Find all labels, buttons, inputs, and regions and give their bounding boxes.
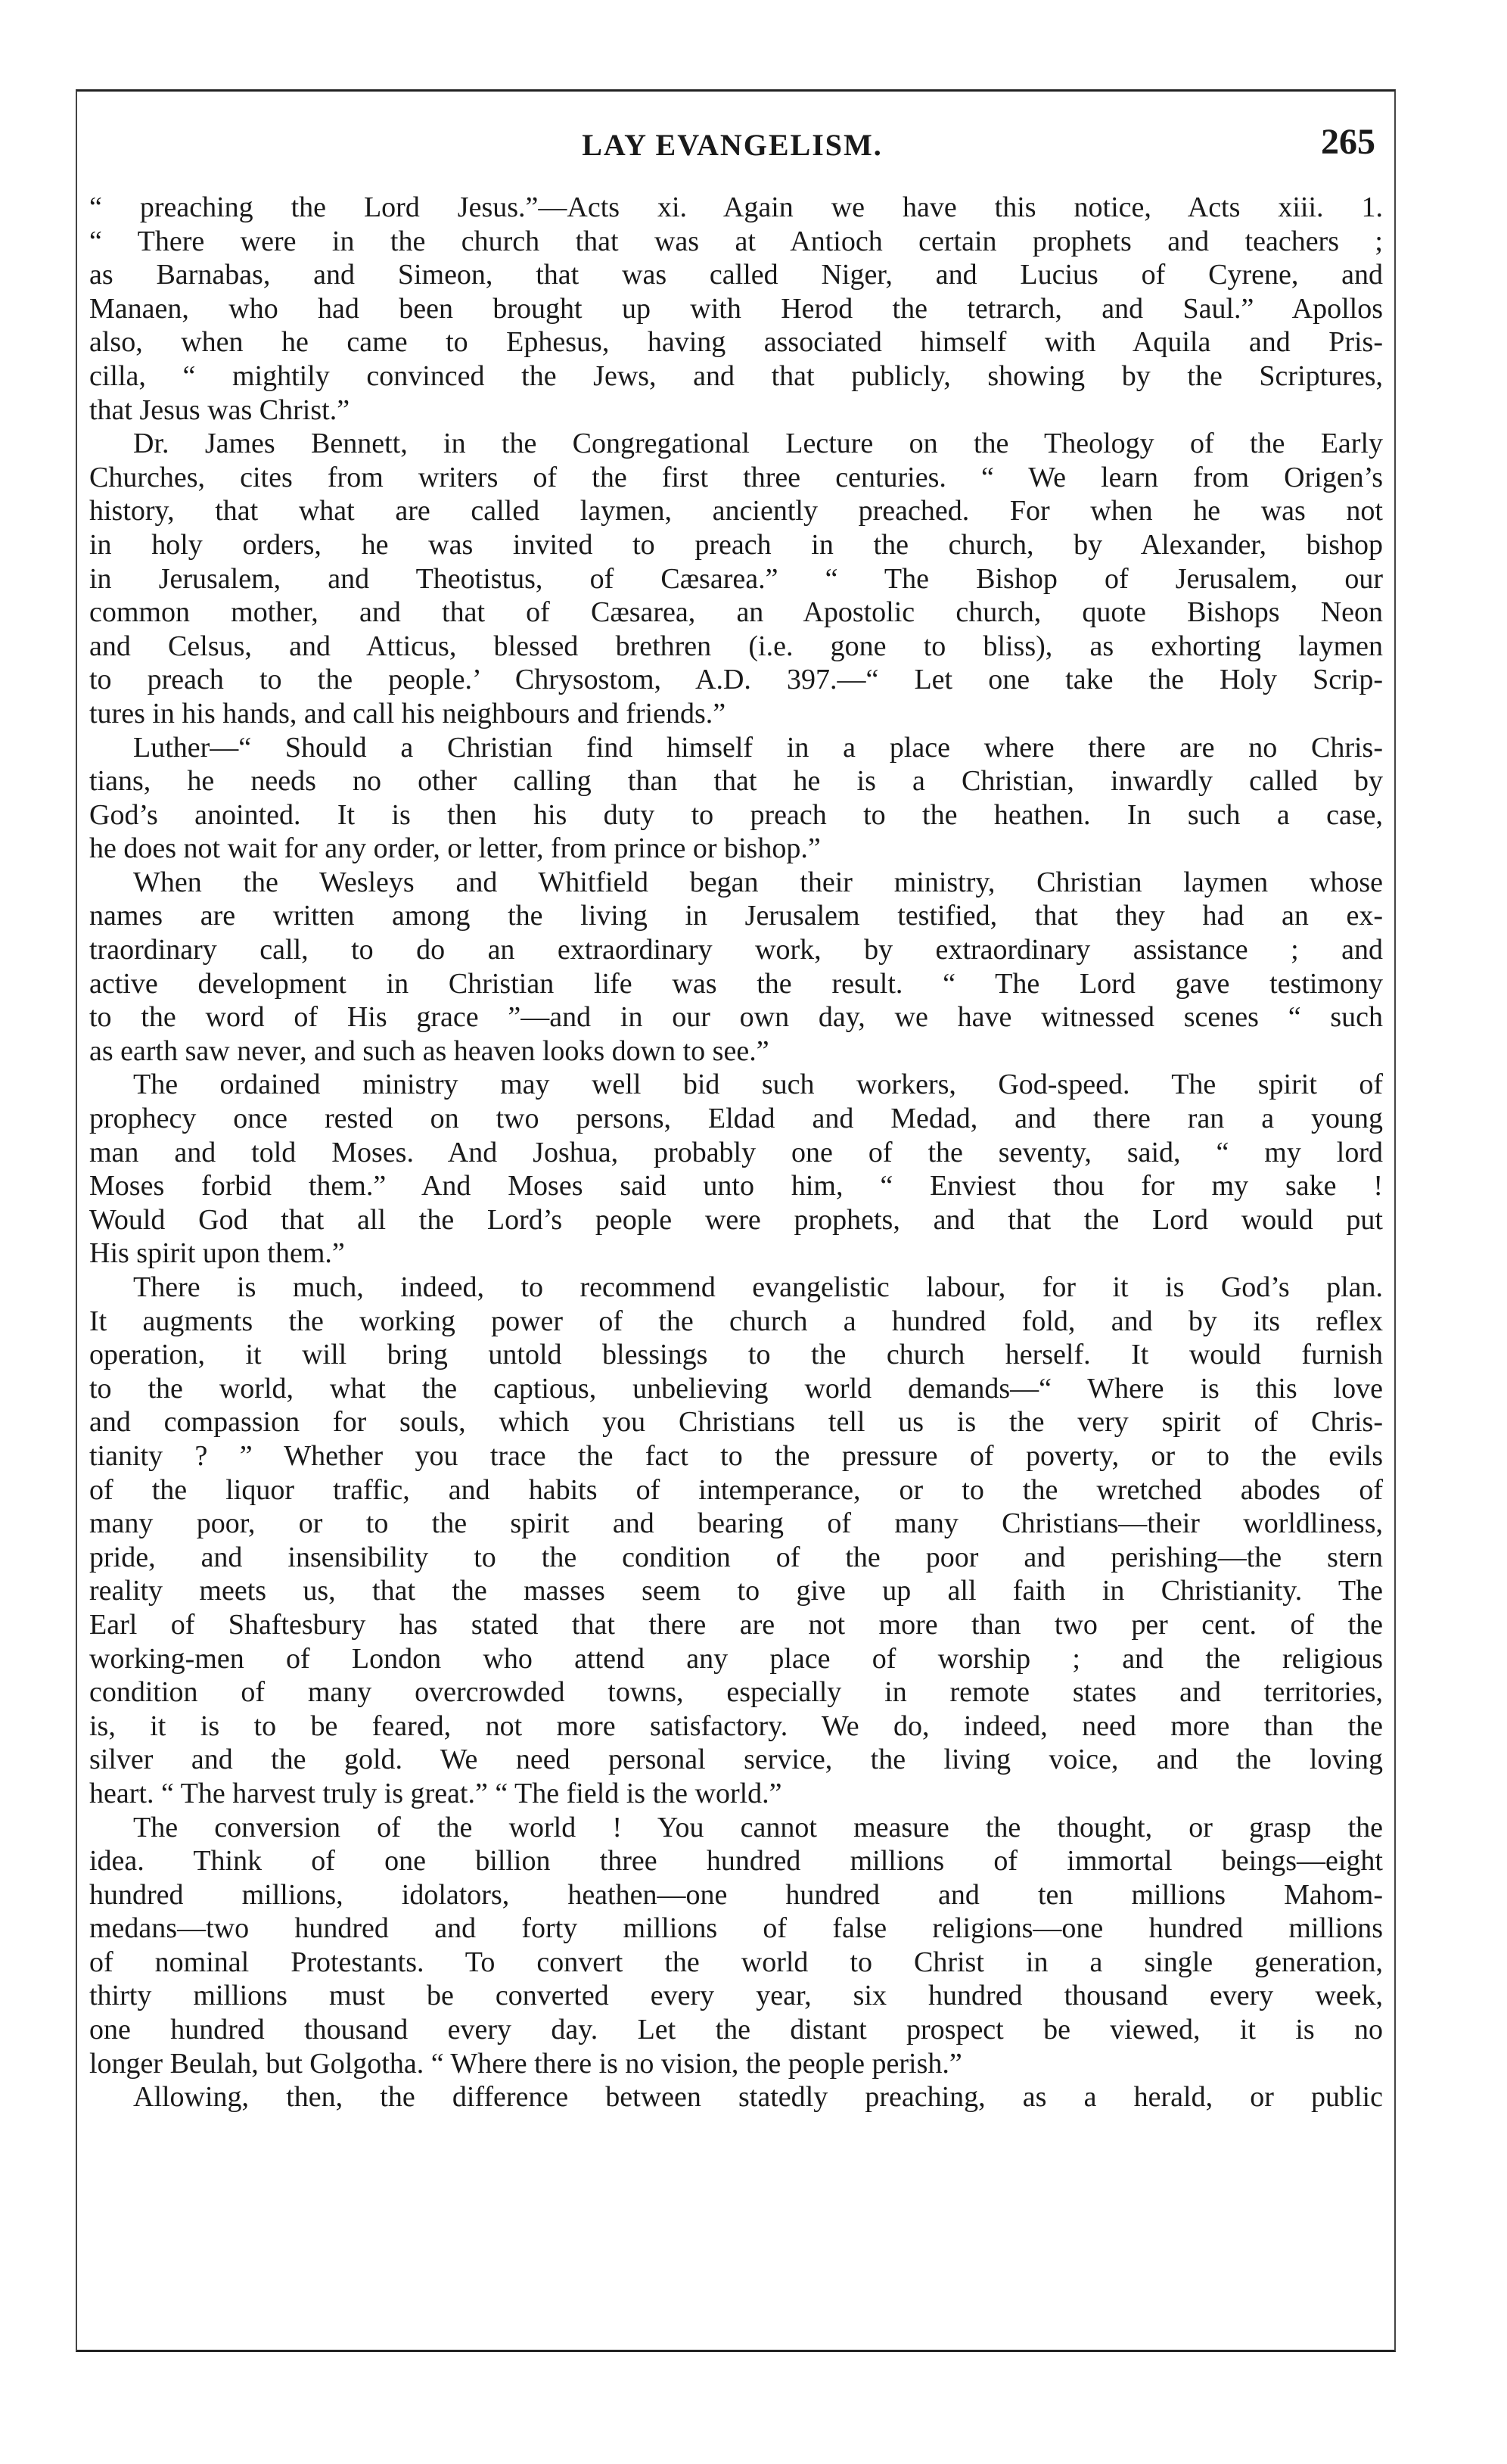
text-line: that Jesus was Christ.” [89, 394, 350, 426]
paragraph [89, 191, 1383, 427]
text-line: tianity ? ” Whether you trace the fact to the pressure of poverty, or to the evils [89, 1439, 1383, 1472]
text-line: medans—two hundred and forty millions of false religions—one hundred millions [89, 1912, 1383, 1945]
text-line: common mother, and that of Cæsarea, an Apostolic church, quote Bishops Neon [89, 596, 1383, 629]
text-line: to preach to the people.’ Chrysostom, A.D. 397.—“ Let one take the Holy Scrip- [89, 664, 1383, 696]
text-line: prophecy once rested on two persons, Eldad and Medad, and there ran a young [89, 1103, 1383, 1135]
text-line: “ There were in the church that was at Antioch certain prophets and teachers ; [89, 225, 1383, 257]
text-line: It augments the working power of the church a hundred fold, and by its reflex [89, 1305, 1383, 1337]
body-text [89, 191, 1383, 2114]
text-line: heart. “ The harvest truly is great.” “ The field is the world.” [89, 1777, 782, 1809]
text-line: working-men of London who attend any place of worship ; and the religious [89, 1642, 1383, 1675]
text-line: tians, he needs no other calling than that he is a Christian, inwardly called by [89, 765, 1383, 798]
text-line: Would God that all the Lord’s people were prophets, and that the Lord would put [89, 1203, 1383, 1236]
paragraph [89, 731, 1383, 866]
running-head [89, 122, 1375, 173]
paragraph [89, 427, 1383, 730]
text-line: man and told Moses. And Joshua, probably one of the seventy, said, “ my lord [89, 1136, 1383, 1168]
text-line: Moses forbid them.” And Moses said unto him, “ Enviest thou for my sake ! [89, 1170, 1383, 1202]
text-line: silver and the gold. We need personal service, the living voice, and the loving [89, 1744, 1383, 1776]
text-line: in holy orders, he was invited to preach in the church, by Alexander, bishop [89, 528, 1383, 561]
running-title: LAY EVANGELISM. [582, 128, 883, 162]
text-line: as earth saw never, and such as heaven looks down to see.” [89, 1034, 769, 1067]
text-line: cilla, “ mightily convinced the Jews, and that publicly, showing by the Scriptures, [89, 359, 1383, 392]
text-line: “ preaching the Lord Jesus.”—Acts xi. Again we have this notice, Acts xiii. 1. [89, 191, 1383, 223]
text-line: idea. Think of one billion three hundred millions of immortal beings—eight [89, 1845, 1383, 1878]
text-line: as Barnabas, and Simeon, that was called Niger, and Lucius of Cyrene, and [89, 259, 1383, 291]
text-line: Earl of Shaftesbury has stated that there are not more than two per cent. of the [89, 1608, 1383, 1641]
text-line: to the word of His grace ”—and in our own day, we have witnessed scenes “ such [89, 1001, 1383, 1034]
paragraph [89, 1271, 1383, 1811]
text-line: and compassion for souls, which you Christians tell us is the very spirit of Chris- [89, 1406, 1383, 1439]
text-line: traordinary call, to do an extraordinary work, by extraordinary assistance ; and [89, 934, 1383, 966]
text-line: history, that what are called laymen, anciently preached. For when he was not [89, 495, 1383, 527]
text-line: Allowing, then, the difference between statedly preaching, as a herald, or public [133, 2081, 1383, 2114]
text-line: Dr. James Bennett, in the Congregational Lecture on the Theology of the Early [133, 428, 1383, 460]
text-line: The conversion of the world ! You cannot measure the thought, or grasp the [133, 1811, 1383, 1843]
text-line: also, when he came to Ephesus, having associated himself with Aquila and Pris- [89, 326, 1383, 359]
text-line: names are written among the living in Jerusalem testified, that they had an ex- [89, 900, 1383, 932]
text-line: in Jerusalem, and Theotistus, of Cæsarea.” “ The Bishop of Jerusalem, our [89, 562, 1383, 595]
text-line: condition of many overcrowded towns, especially in remote states and territories, [89, 1676, 1383, 1709]
text-line: longer Beulah, but Golgotha. “ Where there is no vision, the people perish.” [89, 2047, 962, 2080]
text-line: operation, it will bring untold blessings to the church herself. It would furnish [89, 1339, 1383, 1371]
text-line: hundred millions, idolators, heathen—one hundred and ten millions Mahom- [89, 1878, 1383, 1911]
paragraph [89, 1811, 1383, 2081]
text-line: The ordained ministry may well bid such workers, God-speed. The spirit of [133, 1069, 1383, 1101]
text-line: many poor, or to the spirit and bearing of many Christians—their worldliness, [89, 1507, 1383, 1540]
text-line: of the liquor traffic, and habits of intemperance, or to the wretched abodes of [89, 1473, 1383, 1506]
paragraph [89, 1068, 1383, 1271]
text-line: thirty millions must be converted every year, six hundred thousand every week, [89, 1980, 1383, 2012]
text-line: reality meets us, that the masses seem to give up all faith in Christianity. The [89, 1575, 1383, 1607]
paragraph [89, 2080, 1383, 2114]
text-line: Luther—“ Should a Christian find himself in a place where there are no Chris- [133, 731, 1383, 764]
text-line: God’s anointed. It is then his duty to preach to the heathen. In such a case, [89, 798, 1383, 831]
text-line: and Celsus, and Atticus, blessed brethren (i.e. gone to bliss), as exhorting laymen [89, 630, 1383, 662]
text-line: he does not wait for any order, or letter, from prince or bishop.” [89, 832, 821, 865]
text-line: active development in Christian life was the result. “ The Lord gave testimony [89, 967, 1383, 1000]
paragraph [89, 866, 1383, 1069]
text-line: There is much, indeed, to recommend evangelistic labour, for it is God’s plan. [133, 1271, 1383, 1303]
text-line: pride, and insensibility to the condition of the poor and perishing—the stern [89, 1541, 1383, 1573]
page-number: 265 [1321, 122, 1375, 162]
text-line: tures in his hands, and call his neighbours and friends.” [89, 697, 726, 730]
text-line: When the Wesleys and Whitfield began their ministry, Christian laymen whose [133, 866, 1383, 898]
text-line: His spirit upon them.” [89, 1237, 345, 1270]
text-line: to the world, what the captious, unbelieving world demands—“ Where is this love [89, 1372, 1383, 1405]
text-line: is, it is to be feared, not more satisfactory. We do, indeed, need more than the [89, 1710, 1383, 1742]
text-line: one hundred thousand every day. Let the distant prospect be viewed, it is no [89, 2014, 1383, 2046]
text-line: Churches, cites from writers of the first three centuries. “ We learn from Origen’s [89, 461, 1383, 493]
text-line: of nominal Protestants. To convert the world to Christ in a single generation, [89, 1946, 1383, 1978]
text-line: Manaen, who had been brought up with Herod the tetrarch, and Saul.” Apollos [89, 292, 1383, 325]
